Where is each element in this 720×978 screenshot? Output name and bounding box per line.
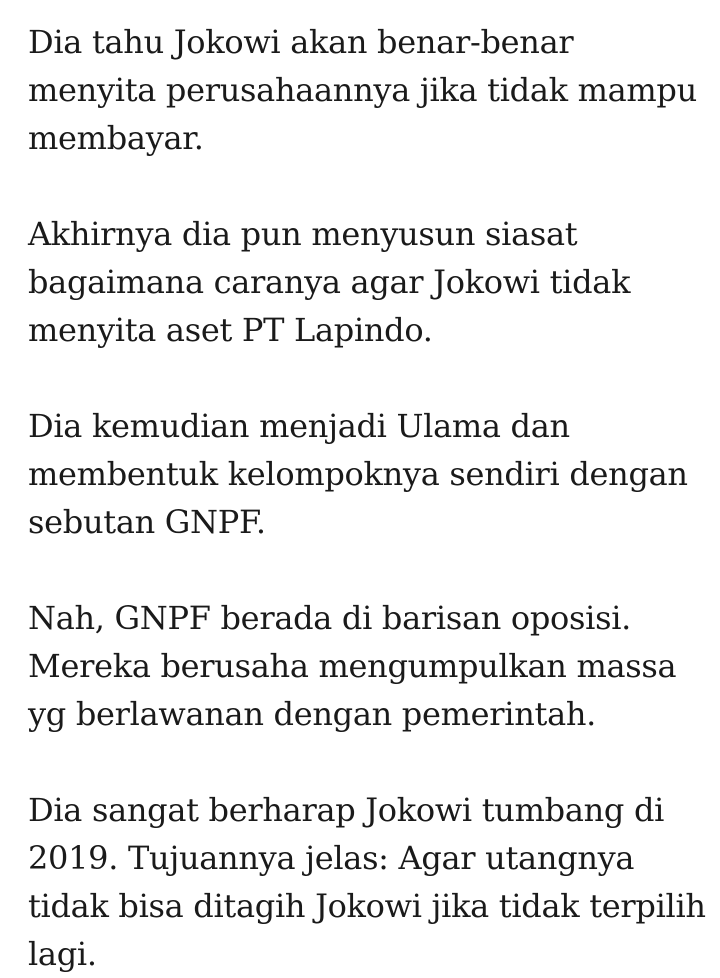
paragraph-4: Nah, GNPF berada di barisan oposisi. Mereka berusaha mengumpulkan massa yg berlawanan dengan pemerintah. <box>28 599 677 733</box>
paragraph-2: Akhirnya dia pun menyusun siasat bagaimana caranya agar Jokowi tidak menyita aset PT Lapindo. <box>28 215 631 349</box>
article-body <box>28 18 708 978</box>
paragraph-5: Dia sangat berharap Jokowi tumbang di 2019. Tujuannya jelas: Agar utangnya tidak bisa ditagih Jokowi jika tidak terpilih lagi. <box>28 791 706 973</box>
paragraph-1: Dia tahu Jokowi akan benar-benar menyita perusahaannya jika tidak mampu membayar. <box>28 23 697 157</box>
paragraph-3: Dia kemudian menjadi Ulama dan membentuk kelompoknya sendiri dengan sebutan GNPF. <box>28 407 688 541</box>
